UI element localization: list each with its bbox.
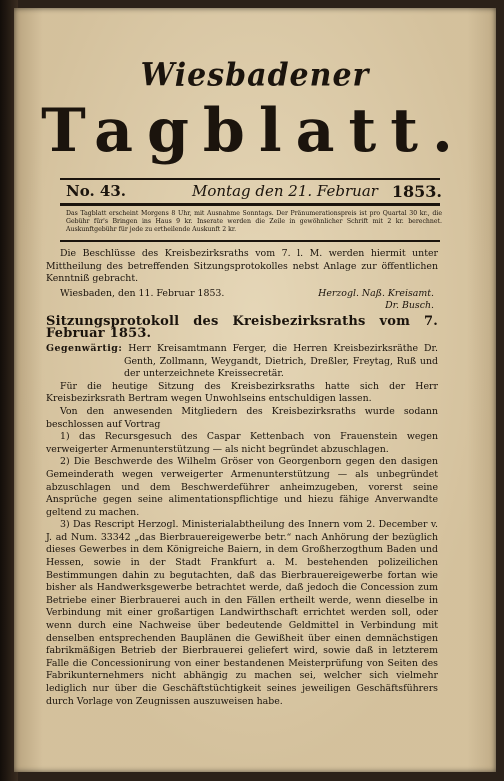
dateline-rule (60, 203, 440, 206)
present-text: Herr Kreisamtmann Ferger, die Herren Kreisbezirksräthe Dr. Genth, Zollmann, Weygandt, Dietrich, Dreßler, Freytag, Ruß und der unterzeichnete Kreissecretär. (124, 342, 438, 380)
notice-rule (60, 240, 440, 242)
signature-person: Dr. Busch. (385, 300, 434, 312)
issue-date: Montag den 21. Februar (192, 182, 378, 200)
issue-number: No. 43. (66, 182, 126, 200)
protocol-paragraph-1: Für die heutige Sitzung des Kreisbezirksraths hatte sich der Herr Kreisbezirksrath Bertram wegen Unwohlseins entschuldigen lassen. (46, 380, 438, 405)
protocol-present (46, 343, 438, 381)
present-label: Gegenwärtig: (46, 342, 123, 354)
announcement: Die Beschlüsse des Kreisbezirksraths vom 7. l. M. werden hiermit unter Mittheilung des betreffenden Sitzungsprotokolles nebst Anlage zur öffentlichen Kenntniß gebracht. (46, 248, 438, 285)
masthead-line-2: Tagblatt. (41, 96, 467, 166)
protocol-item-3: 3) Das Rescript Herzogl. Ministerialabtheilung des Innern vom 2. December v. J. ad Num. 33342 „das Bierbrauereigewerbe betr.“ nach Anhörung der bezüglich dieses Gewerbes in dem Königreiche Baiern, in dem Großherzogthum Baden und Hessen, sowie in der Stadt Frankfurt a. M. bestehenden polizeilichen Bestimmungen dahin zu begutachten, daß das Bierbrauereigewerbe fortan wie bisher als Handwerksgewerbe betrachtet werde, daß jedoch die Concession zum Betriebe einer Bierbrauerei auch in den Fällen ertheilt werde, wenn dieselbe in Verbindung mit einer großartigen Landwirthschaft errichtet werden soll, oder wenn durch eine Nachweise über bedeutende Geldmittel in Verbindung mit denselben entsprechenden Bauplänen die Gewißheit über einen demnächstigen fabrikmäßigen Betrieb der Bierbrauerei geliefert wird, sowie daß in letzterem Falle die Concessionirung von einer bestandenen Meisterprüfung von Seiten des Fabrikunternehmers nicht abhängig zu machen sei, welcher sich vielmehr lediglich nur über die Geschäftstüchtigkeit seines jeweiligen Geschäftsführers durch Vorlage von Zeugnissen auszuweisen habe. (46, 519, 438, 707)
dateline (66, 182, 442, 204)
top-rule (60, 178, 440, 180)
signature-authority (318, 288, 434, 313)
protocol-title: Sitzungsprotokoll des Kreisbezirksraths vom 7. Februar 1853. (46, 313, 438, 342)
signature-block (46, 288, 438, 313)
protocol-item-2: 2) Die Beschwerde des Wilhelm Gröser von Georgenborn gegen den dasigen Gemeinderath wegen verweigerter Armenunterstützung — als unbegründet abzuschlagen und dem Beschwerdeführer anheimzugeben, vorerst seine Ansprüche gegen seine alimentationspflichtige und hiezu fähige Anverwandte geltend zu machen. (46, 456, 438, 518)
signature-authority-name: Herzogl. Naß. Kreisamt. (318, 287, 434, 299)
signature-place-date: Wiesbaden, den 11. Februar 1853. (60, 287, 225, 299)
subscription-notice: Das Tagblatt erscheint Morgens 8 Uhr, mit Ausnahme Sonntags. Der Pränumerationspreis ist pro Quartal 30 kr., die Gebühr für's Bringen ins Haus 9 kr. Inserate werden die Zeile in gewöhnlicher Schrift mit 2 kr. berechnet. Auskunftgebühr für jede zu ertheilende Auskunft 2 kr. (66, 210, 442, 234)
article-body (46, 248, 438, 708)
protocol-paragraph-2: Von den anwesenden Mitgliedern des Kreisbezirksraths wurde sodann beschlossen auf Vortrag (46, 405, 438, 430)
masthead-line-1: Wiesbadener (140, 57, 370, 94)
issue-year: 1853. (391, 182, 442, 201)
protocol-item-1: 1) das Recursgesuch des Caspar Kettenbach von Frauenstein wegen verweigerter Armenunterstützung — als nicht begründet abzuschlagen. (46, 431, 438, 455)
